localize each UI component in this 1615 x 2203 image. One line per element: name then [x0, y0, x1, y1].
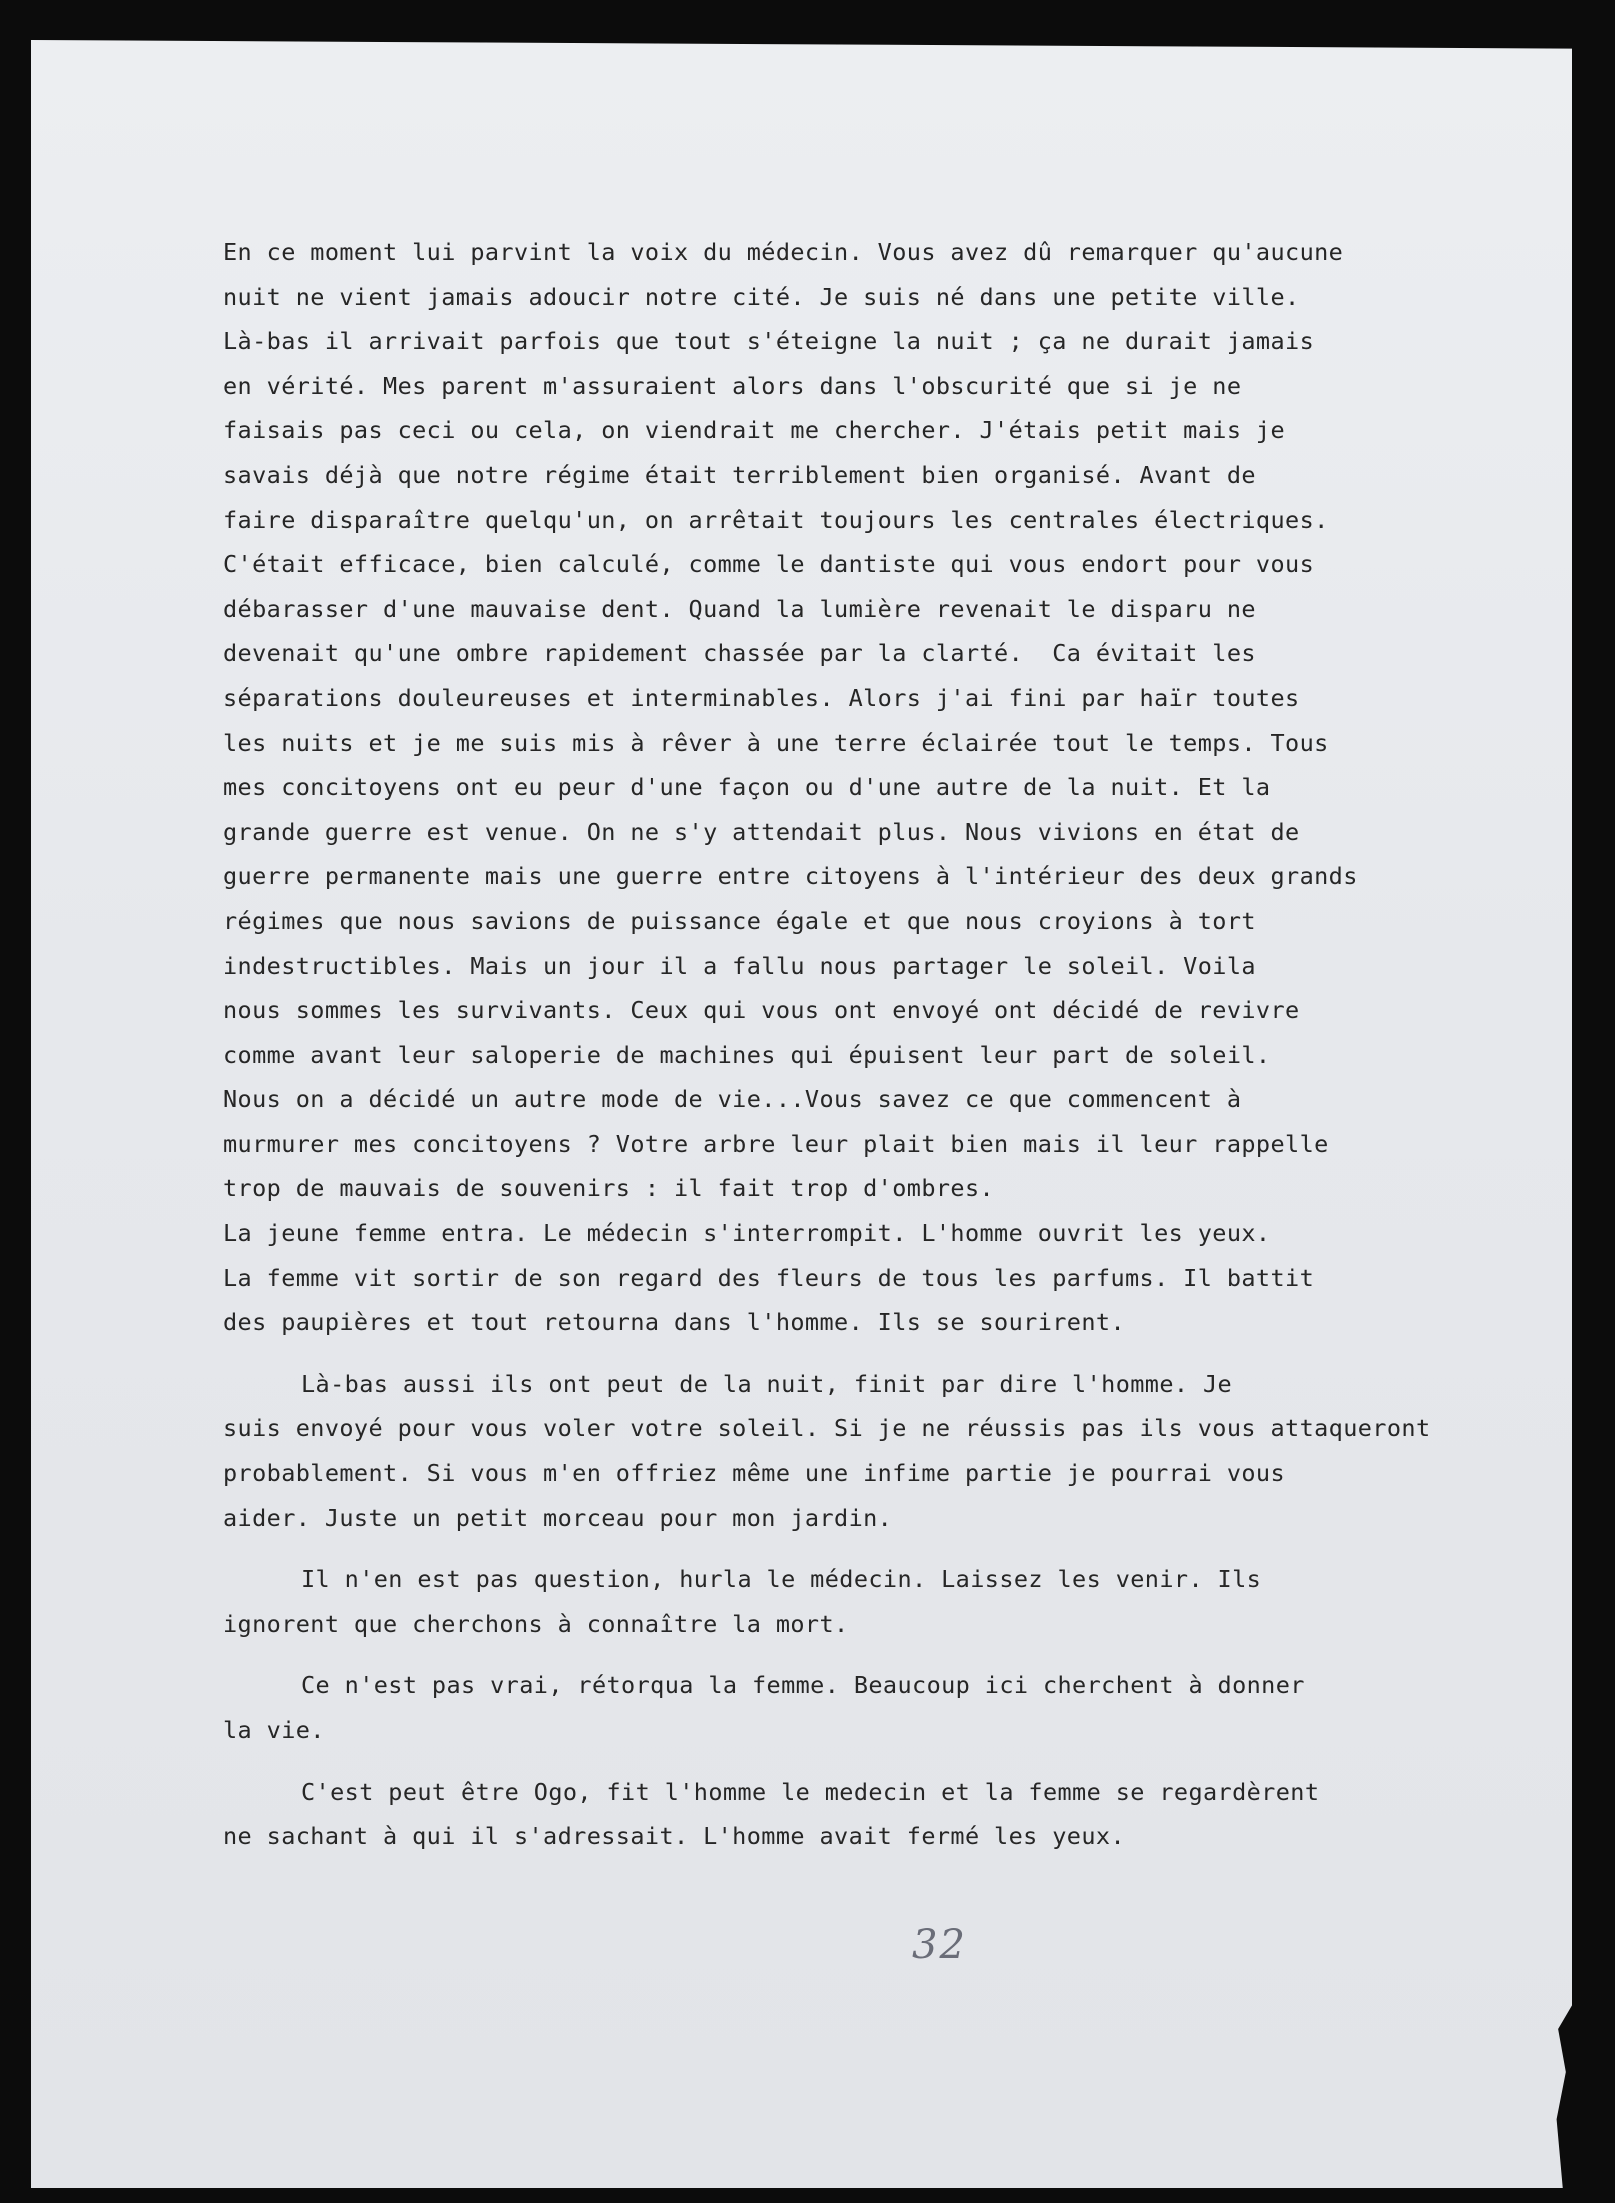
text-line: des paupières et tout retourna dans l'homme. Ils se sourirent. — [223, 1308, 1125, 1337]
text-line: les nuits et je me suis mis à rêver à une terre éclairée tout le temps. Tous — [223, 728, 1329, 757]
text-line: nuit ne vient jamais adoucir notre cité. Je suis né dans une petite ville. — [223, 282, 1300, 311]
text-line: suis envoyé pour vous voler votre soleil. Si je ne réussis pas ils vous attaqueront — [223, 1414, 1431, 1443]
text-line: débarasser d'une mauvaise dent. Quand la lumière revenait le disparu ne — [223, 594, 1256, 623]
text-line: savais déjà que notre régime était terriblement bien organisé. Avant de — [223, 460, 1256, 489]
text-line: Il n'en est pas question, hurla le médecin. Laissez les venir. Ils — [301, 1565, 1262, 1594]
text-line: grande guerre est venue. On ne s'y attendait plus. Nous vivions en état de — [223, 817, 1300, 846]
text-line: Nous on a décidé un autre mode de vie...Vous savez ce que commencent à — [223, 1085, 1242, 1114]
text-line: La jeune femme entra. Le médecin s'interrompit. L'homme ouvrit les yeux. — [223, 1219, 1271, 1248]
text-line: en vérité. Mes parent m'assuraient alors dans l'obscurité que si je ne — [223, 371, 1242, 400]
text-line: devenait qu'une ombre rapidement chassée par la clarté. Ca évitait les — [223, 639, 1256, 668]
text-line: trop de mauvais de souvenirs : il fait trop d'ombres. — [223, 1174, 995, 1203]
paragraph — [223, 1362, 1573, 1540]
text-line: nous sommes les survivants. Ceux qui vous ont envoyé ont décidé de revivre — [223, 996, 1300, 1025]
text-line: la vie. — [223, 1716, 325, 1744]
text-line: faire disparaître quelqu'un, on arrêtait toujours les centrales électriques. — [223, 505, 1329, 534]
text-line: ignorent que cherchons à connaître la mort. — [223, 1609, 849, 1638]
text-line: murmurer mes concitoyens ? Votre arbre leur plait bien mais il leur rappelle — [223, 1129, 1329, 1158]
text-line: La femme vit sortir de son regard des fleurs de tous les parfums. Il battit — [223, 1263, 1315, 1292]
typed-text — [223, 230, 1573, 1859]
text-line: indestructibles. Mais un jour il a fallu nous partager le soleil. Voila — [223, 951, 1256, 980]
paragraph — [223, 1663, 1573, 1752]
text-line: comme avant leur saloperie de machines qui épuisent leur part de soleil. — [223, 1040, 1271, 1069]
text-line: Ce n'est pas vrai, rétorqua la femme. Beaucoup ici cherchent à donner — [301, 1671, 1305, 1700]
text-line: C'était efficace, bien calculé, comme le dantiste qui vous endort pour vous — [223, 550, 1315, 579]
text-line: faisais pas ceci ou cela, on viendrait me chercher. J'étais petit mais je — [223, 416, 1286, 445]
page-number: 32 — [912, 1922, 967, 1968]
text-line: aider. Juste un petit morceau pour mon jardin. — [223, 1503, 893, 1532]
text-line: ne sachant à qui il s'adressait. L'homme avait fermé les yeux. — [223, 1822, 1125, 1851]
paragraph — [223, 1557, 1573, 1646]
paragraph — [223, 1770, 1573, 1859]
text-line: mes concitoyens ont eu peur d'une façon ou d'une autre de la nuit. Et la — [223, 773, 1271, 802]
text-line: guerre permanente mais une guerre entre citoyens à l'intérieur des deux grands — [223, 862, 1358, 891]
text-line: Là-bas aussi ils ont peut de la nuit, finit par dire l'homme. Je — [301, 1369, 1233, 1398]
text-line: régimes que nous savions de puissance égale et que nous croyions à tort — [223, 906, 1256, 935]
text-line: séparations douleureuses et interminables. Alors j'ai fini par haïr toutes — [223, 683, 1300, 712]
paragraph — [223, 230, 1573, 1345]
text-line: Là-bas il arrivait parfois que tout s'éteigne la nuit ; ça ne durait jamais — [223, 327, 1315, 356]
text-line: probablement. Si vous m'en offriez même une infime partie je pourrai vous — [223, 1459, 1286, 1488]
text-line: C'est peut être Ogo, fit l'homme le medecin et la femme se regardèrent — [301, 1777, 1320, 1806]
text-line: En ce moment lui parvint la voix du médecin. Vous avez dû remarquer qu'aucune — [223, 238, 1344, 266]
